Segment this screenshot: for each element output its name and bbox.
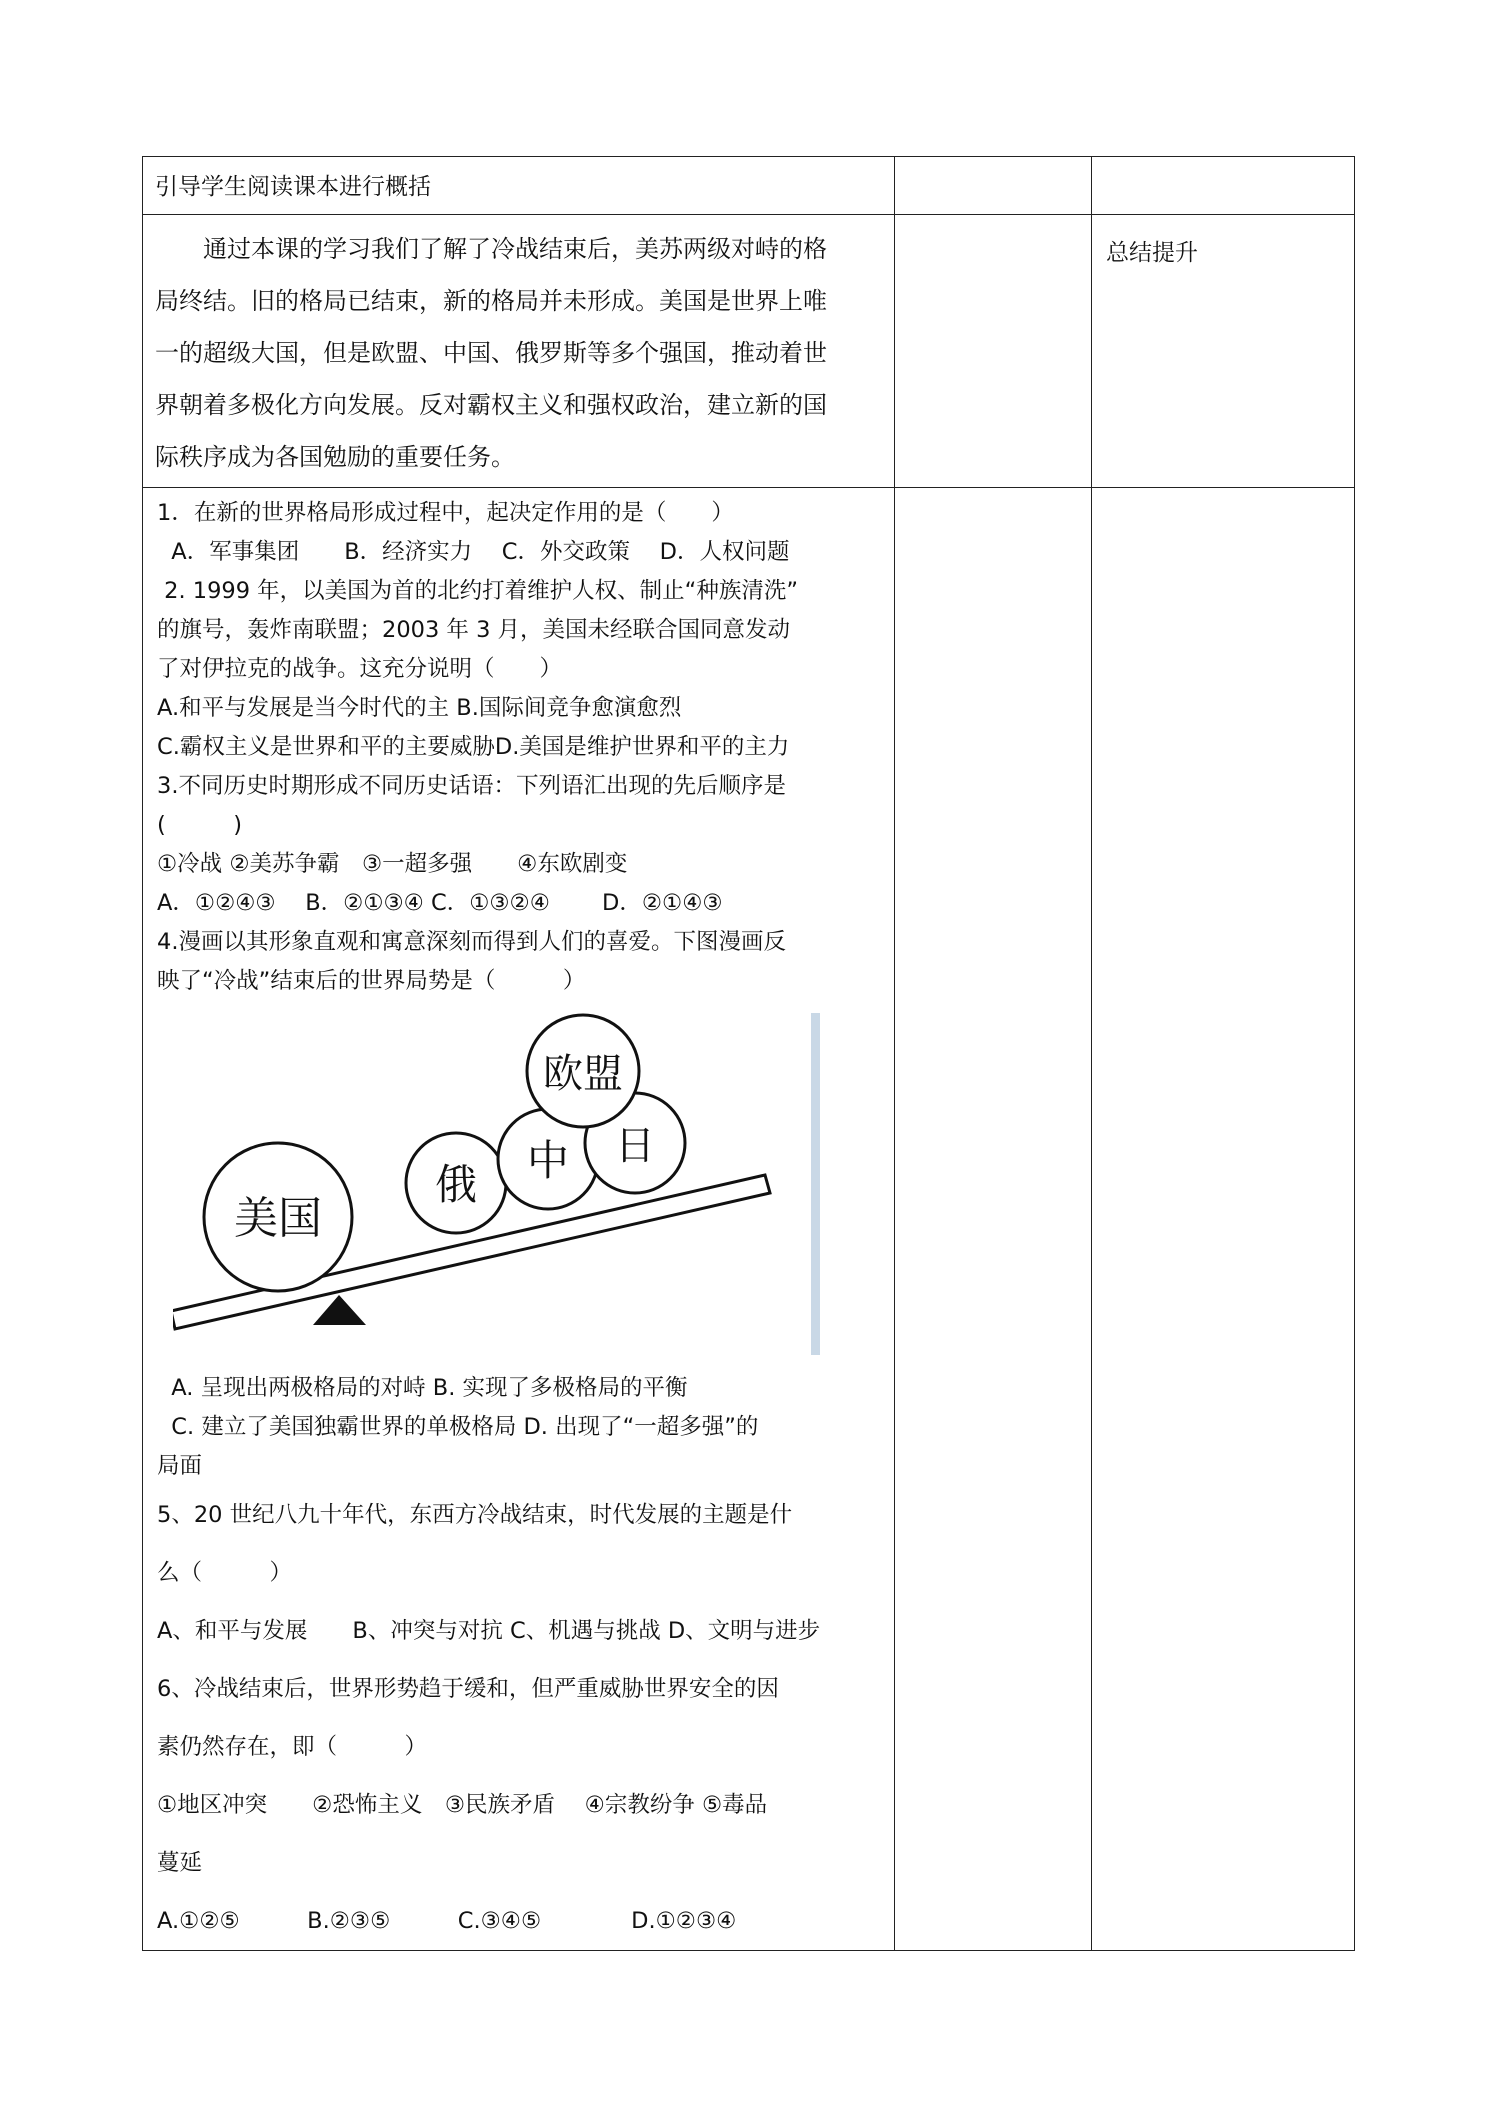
question-5-options: A、和平与发展 B、冲突与对抗 C、机遇与挑战 D、文明与进步: [157, 1618, 821, 1644]
question-3-options: A．①②④③ B．②①③④ C．①③②④ D．②①④③: [157, 890, 723, 916]
question-6-items: 蔓延: [157, 1850, 203, 1876]
question-2-options: A.和平与发展是当今时代的主 B.国际间竞争愈演愈烈: [157, 695, 682, 721]
guide-text-cell: [143, 157, 895, 215]
question-4-line: 4.漫画以其形象直观和寓意深刻而得到人们的喜爱。下图漫画反: [157, 929, 786, 955]
question-1: 1．在新的世界格局形成过程中，起决定作用的是（ ）: [157, 500, 734, 526]
question-6-options: A.①②⑤ B.②③⑤ C.③④⑤ D.①②③④: [157, 1908, 737, 1934]
table-row-summary: [143, 215, 1355, 488]
exercise-list: [143, 488, 894, 1950]
balance-cartoon-image: [173, 1011, 833, 1363]
question-6-line: 6、冷战结束后，世界形势趋于缓和，但严重威胁世界安全的因: [157, 1676, 779, 1702]
question-4-options: 局面: [157, 1453, 203, 1479]
question-2-options: C.霸权主义是世界和平的主要威胁D.美国是维护世界和平的主力: [157, 734, 790, 760]
empty-cell: [895, 215, 1092, 488]
summary-cell: [143, 215, 895, 488]
table-row-exercises: [143, 488, 1355, 1951]
empty-cell: [1092, 157, 1355, 215]
summary-line: 际秩序成为各国勉励的重要任务。: [155, 443, 515, 471]
question-2-line: 2. 1999 年，以美国为首的北约打着维护人权、制止“种族清洗”: [157, 578, 798, 604]
summary-line: 局终结。旧的格局已结束，新的格局并未形成。美国是世界上唯: [155, 287, 827, 315]
empty-cell: [1092, 488, 1355, 1951]
eu-label: 欧盟: [543, 1051, 623, 1097]
question-3-blank: ( ): [157, 812, 243, 838]
question-5-line: 5、20 世纪八九十年代，东西方冷战结束，时代发展的主题是什: [157, 1502, 793, 1528]
question-4-options: A. 呈现出两极格局的对峙 B. 实现了多极格局的平衡: [157, 1375, 688, 1401]
summary-line-text: 通过本课的学习我们了解了冷战结束后，美苏两级对峙的格: [203, 235, 827, 263]
summary-paragraph: [143, 215, 894, 487]
summary-line: 界朝着多极化方向发展。反对霸权主义和强权政治，建立新的国: [155, 391, 827, 419]
russia-label: 俄: [434, 1160, 478, 1209]
summary-line: 一的超级大国，但是欧盟、中国、俄罗斯等多个强国，推动着世: [155, 339, 827, 367]
question-6-items: ①地区冲突 ②恐怖主义 ③民族矛盾 ④宗教纷争 ⑤毒品: [157, 1792, 768, 1818]
question-1-options: A．军事集团 B．经济实力 C．外交政策 D．人权问题: [157, 539, 790, 565]
question-5-line: 么（ ）: [157, 1560, 293, 1586]
question-2-line: 了对伊拉克的战争。这充分说明（ ）: [157, 656, 563, 682]
summary-line: [155, 223, 882, 275]
japan-label: 日: [615, 1123, 655, 1169]
empty-cell: [895, 157, 1092, 215]
question-3-line: 3.不同历史时期形成不同历史话语：下列语汇出现的先后顺序是: [157, 773, 786, 799]
question-3-items: ①冷战 ②美苏争霸 ③一超多强 ④东欧剧变: [157, 851, 628, 877]
table-row-guide: [143, 157, 1355, 215]
empty-cell: [895, 488, 1092, 1951]
summary-label-cell: [1092, 215, 1355, 488]
usa-label: 美国: [234, 1193, 322, 1244]
question-2-line: 的旗号，轰炸南联盟；2003 年 3 月，美国未经联合国同意发动: [157, 617, 791, 643]
china-label: 中: [526, 1136, 570, 1185]
question-4-options: C. 建立了美国独霸世界的单极格局 D. 出现了“一超多强”的: [157, 1414, 759, 1440]
question-6-line: 素仍然存在，即（ ）: [157, 1734, 428, 1760]
exercises-cell: [143, 488, 895, 1951]
lesson-plan-table: [142, 156, 1355, 1951]
seesaw-fulcrum: [313, 1295, 366, 1325]
guide-text: 引导学生阅读课本进行概括: [155, 174, 431, 200]
question-4-line: 映了“冷战”结束后的世界局势是（ ）: [157, 968, 586, 994]
scan-strip: [811, 1013, 820, 1355]
summary-label: 总结提升: [1106, 240, 1198, 266]
